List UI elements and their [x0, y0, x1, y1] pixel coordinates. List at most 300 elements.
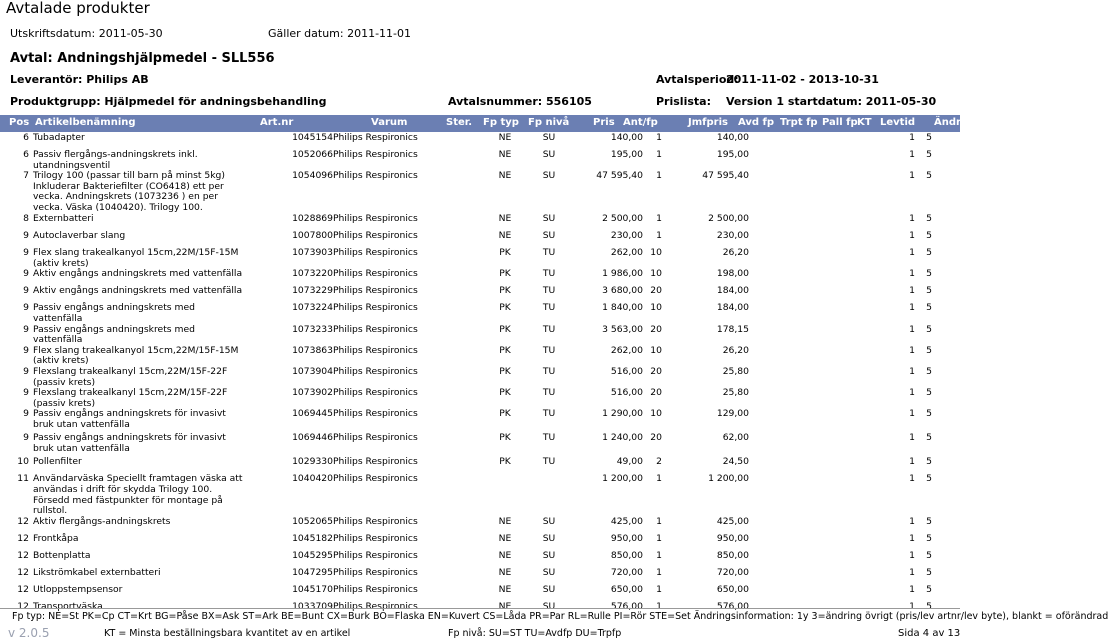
cell-ster — [468, 388, 483, 409]
cell-name: Externbatteri — [33, 213, 94, 225]
cell-pris: 1 840,00 — [602, 302, 643, 314]
footer-rule — [0, 608, 960, 609]
page-number: Sida 4 av 13 — [898, 628, 961, 639]
cell-trpt-fp — [795, 346, 838, 367]
footer-legend: Fp typ: NE=St PK=Cp CT=Krt BG=Påse BX=Ask ST=Ark BE=Bunt CX=Burk BO=Flaska EN=Kuvert CS=Låda PR=Par RL=Rulle PI=Rör STE=Set Ändringsinformation: 1y 3=ändring övrigt (pris/lev artnr/lev byte), blankt = oförändrad — [12, 611, 1108, 622]
col-name: Artikelbenämning — [35, 117, 136, 128]
cell-brand: Philips Respironics — [333, 323, 418, 335]
cell-name: Passiv engångs andningskrets med vattenfälla — [33, 302, 195, 324]
cell-fp-niva: SU — [542, 516, 556, 528]
cell-fp-niva: TU — [542, 344, 556, 356]
cell-levtid: 5 — [926, 408, 932, 420]
cell-ant-fp: 1 — [656, 213, 662, 225]
cell-fp-niva: TU — [542, 387, 556, 399]
cell-avd-fp — [749, 269, 795, 286]
table-row — [0, 517, 960, 534]
cell-pris: 47 595,40 — [596, 170, 643, 182]
cell-kt: 1 — [909, 247, 915, 259]
cell-trpt-fp — [795, 409, 838, 433]
table-row — [0, 150, 960, 171]
cell-kt: 1 — [909, 516, 915, 528]
cell-artnr: 1045154 — [292, 132, 333, 143]
cell-jmfpris: 24,50 — [722, 456, 749, 468]
cell-andr — [932, 433, 960, 457]
cell-pos: 9 — [23, 230, 29, 242]
cell-levtid: 5 — [926, 230, 932, 242]
cell-pos: 9 — [23, 302, 29, 314]
cell-fp-typ: PK — [499, 302, 511, 314]
cell-fp-typ: PK — [499, 344, 511, 356]
cell-artnr: 1007800 — [292, 230, 333, 242]
col-fp-niva: Fp nivå — [528, 117, 570, 128]
cell-pall-fp — [838, 214, 883, 231]
cell-artnr: 1029330 — [292, 456, 333, 468]
cell-ant-fp: 1 — [656, 170, 662, 182]
cell-ster — [468, 248, 483, 269]
table-row — [0, 474, 960, 517]
cell-artnr: 1040420 — [292, 473, 333, 485]
cell-levtid: 5 — [926, 213, 932, 225]
cell-pos: 9 — [23, 323, 29, 335]
cell-kt: 1 — [909, 213, 915, 225]
cell-ster — [468, 214, 483, 231]
cell-fp-niva: TU — [542, 302, 556, 314]
cell-trpt-fp — [795, 150, 838, 171]
cell-avd-fp — [749, 388, 795, 409]
cell-avd-fp — [749, 133, 795, 150]
cell-levtid: 5 — [926, 567, 932, 579]
period-label: Avtalsperiod: — [656, 73, 739, 86]
cell-avd-fp — [749, 303, 795, 324]
cell-name: Aktiv engångs andningskrets med vattenfälla — [33, 268, 243, 280]
cell-pris: 1 986,00 — [602, 268, 643, 280]
cell-ster — [468, 269, 483, 286]
cell-pris: 230,00 — [610, 230, 643, 242]
cell-avd-fp — [749, 171, 795, 214]
cell-name: Utloppstempsensor — [33, 584, 123, 596]
cell-avd-fp — [749, 150, 795, 171]
cell-trpt-fp — [795, 433, 838, 457]
cell-artnr: 1073229 — [292, 285, 333, 297]
cell-brand: Philips Respironics — [333, 365, 418, 377]
cell-jmfpris: 140,00 — [716, 132, 749, 143]
cell-pall-fp — [838, 388, 883, 409]
cell-brand: Philips Respironics — [333, 344, 418, 356]
cell-avd-fp — [749, 551, 795, 568]
cell-andr — [932, 150, 960, 171]
cell-levtid: 5 — [926, 170, 932, 182]
cell-fp-typ: PK — [499, 285, 511, 297]
cell-andr — [932, 231, 960, 248]
cell-fp-niva: TU — [542, 456, 556, 468]
cell-kt: 1 — [909, 601, 915, 613]
cell-levtid: 5 — [926, 132, 932, 143]
col-trpt-fp: Trpt fp — [780, 117, 818, 128]
cell-artnr: 1069445 — [292, 408, 333, 420]
cell-ant-fp: 1 — [656, 601, 662, 613]
cell-fp-niva: TU — [542, 285, 556, 297]
cell-jmfpris: 62,00 — [722, 432, 749, 444]
cell-kt: 1 — [909, 387, 915, 399]
cell-avd-fp — [749, 231, 795, 248]
cell-name: Aktiv flergångs-andningskrets — [33, 516, 171, 528]
cell-name: Flexslang trakealkanyl 15cm,22M/15F-22F (passiv krets) — [33, 387, 228, 409]
agreement-title: Avtal: Andningshjälpmedel - SLL556 — [10, 51, 275, 66]
cell-pos: 10 — [17, 456, 29, 468]
cell-pris: 3 680,00 — [602, 285, 643, 297]
cell-kt: 1 — [909, 268, 915, 280]
cell-pall-fp — [838, 150, 883, 171]
table-row — [0, 367, 960, 388]
cell-avd-fp — [749, 248, 795, 269]
cell-brand: Philips Respironics — [333, 473, 418, 485]
cell-andr — [932, 269, 960, 286]
cell-fp-niva — [527, 474, 571, 517]
table-row — [0, 433, 960, 457]
col-ant-fp: Ant/fp — [623, 117, 658, 128]
cell-pall-fp — [838, 457, 883, 474]
cell-name: Pollenfilter — [33, 456, 82, 468]
cell-ster — [468, 231, 483, 248]
cell-levtid: 5 — [926, 601, 932, 613]
cell-trpt-fp — [795, 286, 838, 303]
cell-andr — [932, 248, 960, 269]
cell-jmfpris: 425,00 — [716, 516, 749, 528]
cell-brand: Philips Respironics — [333, 516, 418, 528]
cell-name: Passiv engångs andningskrets för invasivt bruk utan vattenfälla — [33, 432, 226, 454]
cell-pos: 12 — [17, 584, 29, 596]
cell-name: Aktiv engångs andningskrets med vattenfälla — [33, 285, 243, 297]
cell-trpt-fp — [795, 367, 838, 388]
cell-name: Autoclaverbar slang — [33, 230, 126, 242]
cell-name: Flex slang trakealkanyol 15cm,22M/15F-15M (aktiv krets) — [33, 344, 239, 367]
cell-ster — [468, 325, 483, 346]
cell-pris: 425,00 — [610, 516, 643, 528]
cell-artnr: 1073904 — [292, 365, 333, 377]
table-row — [0, 171, 960, 214]
cell-artnr: 1073220 — [292, 268, 333, 280]
product-table — [0, 133, 960, 619]
cell-pris: 262,00 — [610, 344, 643, 356]
cell-trpt-fp — [795, 534, 838, 551]
cell-fp-niva: SU — [542, 584, 556, 596]
cell-fp-niva: TU — [542, 247, 556, 259]
cell-brand: Philips Respironics — [333, 456, 418, 468]
cell-ant-fp: 1 — [656, 533, 662, 545]
report-title: Avtalade produkter — [6, 0, 150, 17]
cell-jmfpris: 576,00 — [716, 601, 749, 613]
cell-artnr: 1073903 — [292, 247, 333, 259]
cell-levtid: 5 — [926, 268, 932, 280]
cell-levtid: 5 — [926, 365, 932, 377]
cell-name: Frontkåpa — [33, 533, 79, 545]
supplier: Leverantör: Philips AB — [10, 73, 149, 86]
cell-pall-fp — [838, 409, 883, 433]
cell-pall-fp — [838, 551, 883, 568]
cell-jmfpris: 26,20 — [722, 344, 749, 356]
cell-ster — [468, 171, 483, 214]
cell-jmfpris: 650,00 — [716, 584, 749, 596]
cell-andr — [932, 133, 960, 150]
cell-artnr: 1047295 — [292, 567, 333, 579]
table-row — [0, 303, 960, 324]
cell-brand: Philips Respironics — [333, 132, 418, 143]
cell-pris: 140,00 — [610, 132, 643, 143]
cell-jmfpris: 950,00 — [716, 533, 749, 545]
cell-jmfpris: 178,15 — [716, 323, 749, 335]
cell-pris: 2 500,00 — [602, 213, 643, 225]
table-row — [0, 534, 960, 551]
cell-kt: 1 — [909, 408, 915, 420]
cell-pris: 516,00 — [610, 365, 643, 377]
pricelist-label: Prislista: — [656, 95, 711, 108]
cell-brand: Philips Respironics — [333, 149, 418, 160]
column-header-bar — [0, 115, 960, 132]
cell-brand: Philips Respironics — [333, 247, 418, 259]
cell-jmfpris: 184,00 — [716, 302, 749, 314]
cell-avd-fp — [749, 286, 795, 303]
cell-andr — [932, 474, 960, 517]
cell-brand: Philips Respironics — [333, 550, 418, 562]
cell-andr — [932, 171, 960, 214]
cell-kt: 1 — [909, 584, 915, 596]
cell-pos: 12 — [17, 567, 29, 579]
cell-pall-fp — [838, 171, 883, 214]
cell-jmfpris: 184,00 — [716, 285, 749, 297]
cell-kt: 1 — [909, 344, 915, 356]
cell-pris: 3 563,00 — [602, 323, 643, 335]
cell-artnr: 1073863 — [292, 344, 333, 356]
cell-artnr: 1045170 — [292, 584, 333, 596]
cell-avd-fp — [749, 214, 795, 231]
cell-kt: 1 — [909, 432, 915, 444]
cell-fp-niva: SU — [542, 550, 556, 562]
cell-pos: 9 — [23, 408, 29, 420]
cell-ant-fp: 10 — [650, 344, 662, 356]
cell-ster — [468, 433, 483, 457]
cell-pris: 1 240,00 — [602, 432, 643, 444]
cell-artnr: 1033709 — [292, 601, 333, 613]
cell-ant-fp: 10 — [650, 302, 662, 314]
cell-pall-fp — [838, 534, 883, 551]
cell-name: Passiv engångs andningskrets för invasivt bruk utan vattenfälla — [33, 408, 226, 430]
agreement-number: Avtalsnummer: 556105 — [448, 95, 592, 108]
cell-fp-niva: SU — [542, 533, 556, 545]
cell-brand: Philips Respironics — [333, 533, 418, 545]
cell-fp-typ: NE — [498, 230, 512, 242]
cell-levtid: 5 — [926, 285, 932, 297]
cell-ant-fp: 20 — [650, 285, 662, 297]
cell-andr — [932, 367, 960, 388]
cell-fp-typ: PK — [499, 432, 511, 444]
col-kt: KT — [857, 117, 872, 128]
cell-brand: Philips Respironics — [333, 584, 418, 596]
cell-fp-niva: TU — [542, 432, 556, 444]
cell-brand: Philips Respironics — [333, 567, 418, 579]
table-row — [0, 585, 960, 602]
cell-pall-fp — [838, 568, 883, 585]
table-row — [0, 248, 960, 269]
cell-pris: 950,00 — [610, 533, 643, 545]
period-value: 2011-11-02 - 2013-10-31 — [726, 73, 879, 86]
cell-pos: 12 — [17, 550, 29, 562]
cell-ster — [468, 585, 483, 602]
cell-jmfpris: 25,80 — [722, 387, 749, 399]
cell-pris: 1 200,00 — [602, 473, 643, 485]
cell-avd-fp — [749, 325, 795, 346]
cell-jmfpris: 129,00 — [716, 408, 749, 420]
cell-fp-typ: PK — [499, 456, 511, 468]
cell-ster — [468, 303, 483, 324]
cell-kt: 1 — [909, 285, 915, 297]
col-andr: Ändr — [934, 117, 961, 128]
cell-name: Användarväska Speciellt framtagen väska att användas i drift för skydda Trilogy 100. Försedd med fästpunkter för montage på rullstol. — [33, 473, 243, 517]
cell-avd-fp — [749, 457, 795, 474]
cell-pall-fp — [838, 367, 883, 388]
cell-kt: 1 — [909, 149, 915, 160]
cell-fp-niva: SU — [542, 132, 556, 143]
cell-fp-niva: TU — [542, 408, 556, 420]
cell-jmfpris: 1 200,00 — [708, 473, 749, 485]
cell-brand: Philips Respironics — [333, 387, 418, 399]
cell-kt: 1 — [909, 302, 915, 314]
cell-ant-fp: 10 — [650, 408, 662, 420]
cell-pall-fp — [838, 269, 883, 286]
cell-kt: 1 — [909, 230, 915, 242]
cell-pos: 11 — [17, 473, 29, 485]
cell-levtid: 5 — [926, 387, 932, 399]
cell-pos: 9 — [23, 285, 29, 297]
cell-pris: 195,00 — [610, 149, 643, 160]
cell-levtid: 5 — [926, 473, 932, 485]
cell-ant-fp: 1 — [656, 132, 662, 143]
cell-ant-fp: 1 — [656, 473, 662, 485]
cell-fp-niva: SU — [542, 213, 556, 225]
table-row — [0, 231, 960, 248]
cell-trpt-fp — [795, 231, 838, 248]
cell-trpt-fp — [795, 457, 838, 474]
version-label: v 2.0.5 — [8, 626, 50, 640]
cell-ster — [468, 474, 483, 517]
cell-ant-fp: 10 — [650, 247, 662, 259]
cell-name: Flexslang trakealkanyl 15cm,22M/15F-22F (passiv krets) — [33, 365, 228, 388]
cell-pris: 516,00 — [610, 387, 643, 399]
cell-pall-fp — [838, 248, 883, 269]
col-ster: Ster. — [446, 117, 473, 128]
cell-brand: Philips Respironics — [333, 302, 418, 314]
cell-fp-typ: NE — [498, 213, 512, 225]
cell-jmfpris: 25,80 — [722, 365, 749, 377]
cell-levtid: 5 — [926, 344, 932, 356]
cell-ant-fp: 10 — [650, 268, 662, 280]
cell-andr — [932, 409, 960, 433]
col-levtid: Levtid — [880, 117, 916, 128]
cell-trpt-fp — [795, 171, 838, 214]
cell-fp-typ: PK — [499, 408, 511, 420]
valid-date: Gäller datum: 2011-11-01 — [268, 27, 412, 40]
cell-trpt-fp — [795, 568, 838, 585]
col-pos: Pos — [9, 117, 30, 128]
cell-fp-typ: NE — [498, 584, 512, 596]
cell-fp-typ: NE — [498, 533, 512, 545]
cell-pris: 650,00 — [610, 584, 643, 596]
cell-pall-fp — [838, 517, 883, 534]
cell-trpt-fp — [795, 474, 838, 517]
cell-pos: 8 — [23, 213, 29, 225]
cell-trpt-fp — [795, 303, 838, 324]
cell-jmfpris: 47 595,40 — [702, 170, 749, 182]
product-group: Produktgrupp: Hjälpmedel för andningsbehandling — [10, 95, 327, 108]
cell-andr — [932, 534, 960, 551]
table-row — [0, 388, 960, 409]
cell-brand: Philips Respironics — [333, 408, 418, 420]
cell-artnr: 1073902 — [292, 387, 333, 399]
cell-pall-fp — [838, 433, 883, 457]
cell-levtid: 5 — [926, 323, 932, 335]
cell-artnr: 1069446 — [292, 432, 333, 444]
cell-artnr: 1028869 — [292, 213, 333, 225]
cell-artnr: 1052066 — [292, 149, 333, 160]
cell-levtid: 5 — [926, 456, 932, 468]
cell-avd-fp — [749, 409, 795, 433]
cell-pos: 6 — [23, 132, 29, 143]
cell-ant-fp: 1 — [656, 149, 662, 160]
table-row — [0, 346, 960, 367]
table-row — [0, 457, 960, 474]
cell-jmfpris: 26,20 — [722, 247, 749, 259]
cell-andr — [932, 346, 960, 367]
cell-pris: 576,00 — [610, 601, 643, 613]
cell-pall-fp — [838, 133, 883, 150]
cell-trpt-fp — [795, 551, 838, 568]
cell-artnr: 1052065 — [292, 516, 333, 528]
cell-ster — [468, 568, 483, 585]
cell-kt: 1 — [909, 456, 915, 468]
cell-name: Bottenplatta — [33, 550, 91, 562]
cell-kt: 1 — [909, 533, 915, 545]
cell-pos: 9 — [23, 432, 29, 444]
cell-andr — [932, 568, 960, 585]
cell-levtid: 5 — [926, 584, 932, 596]
cell-brand: Philips Respironics — [333, 230, 418, 242]
cell-pos: 6 — [23, 149, 29, 160]
cell-artnr: 1073233 — [292, 323, 333, 335]
cell-trpt-fp — [795, 517, 838, 534]
cell-fp-typ: NE — [498, 170, 512, 182]
cell-levtid: 5 — [926, 516, 932, 528]
table-row — [0, 551, 960, 568]
cell-fp-niva: TU — [542, 365, 556, 377]
cell-ster — [468, 551, 483, 568]
cell-andr — [932, 325, 960, 346]
cell-pos: 9 — [23, 268, 29, 280]
cell-ster — [468, 286, 483, 303]
cell-pos: 12 — [17, 533, 29, 545]
cell-brand: Philips Respironics — [333, 213, 418, 225]
cell-fp-typ: NE — [498, 601, 512, 613]
cell-brand: Philips Respironics — [333, 268, 418, 280]
cell-pris: 262,00 — [610, 247, 643, 259]
cell-avd-fp — [749, 346, 795, 367]
table-row — [0, 133, 960, 150]
table-row — [0, 214, 960, 231]
col-pris: Pris — [593, 117, 615, 128]
cell-pos: 9 — [23, 387, 29, 399]
cell-trpt-fp — [795, 585, 838, 602]
cell-trpt-fp — [795, 269, 838, 286]
cell-fp-typ: NE — [498, 149, 512, 160]
cell-fp-niva: SU — [542, 170, 556, 182]
